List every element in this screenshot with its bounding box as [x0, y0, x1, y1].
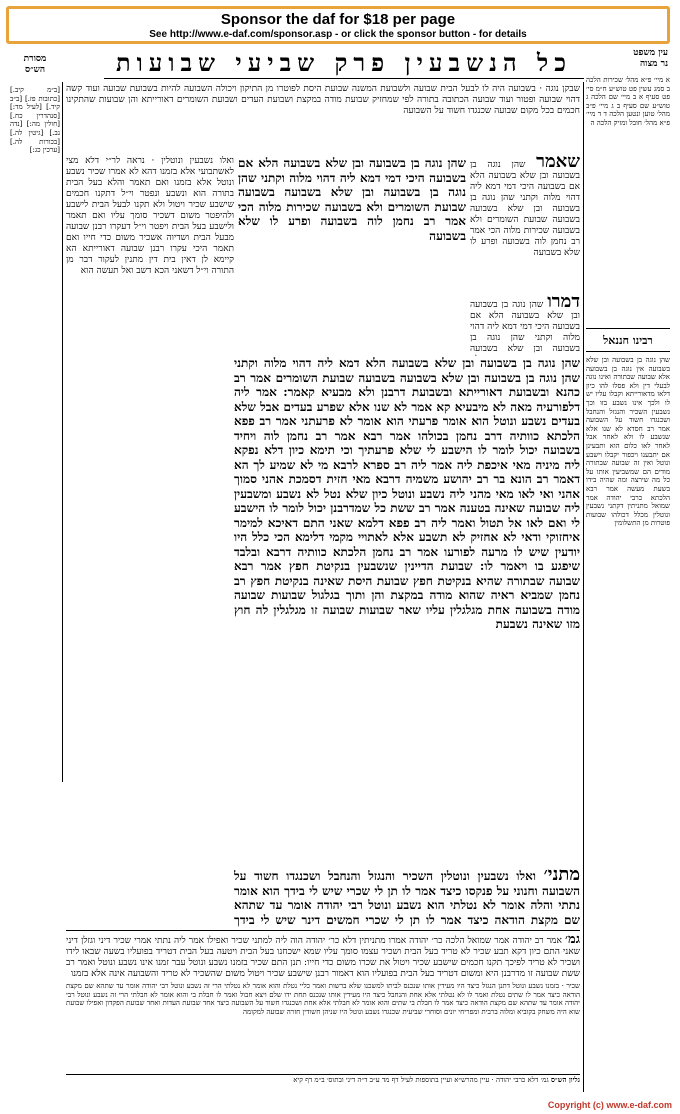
rabbeinu-chananel-label: רבינו חננאל: [603, 334, 653, 347]
divider: [586, 328, 670, 329]
rabbeinu-chananel-column: שהן נוגה בן בשבועה ובן שלא בשבועה אין נוגה בן בשבועה אלא שבועה שבתורה ואינו נוגה לבעלי דין ולא פסלו להו כיון דלאו מדאורייתא וקבלו עליו יש לו ולכך אינו נשבע בזו וכך נשבעין השכיר והנגזל והנחבל ושכנגדו חשוד על השבועה אמר רב חסדא לא שנו אלא שנשבע לו ולא לאחר אבל לאחר לאו כלום הוא ותבעינן אם יתבענו ויכפור יקבלו וישבע ונוטל ואין זה שבועה שבתורה מודים הם שמשביעין אותו על כל מה שירצה ומה שהיה בידו בשעת מעשה אמר רבא הלכתא כרבי יהודה אמר שמואל מתניתין דקתני נשבעין ונוטלין מכלל דכולהו שבועות פוטרות מן התשלומין: [586, 356, 670, 528]
sponsor-title[interactable]: Sponsor the daf for $18 per page: [220, 11, 456, 28]
mesoret-column: [ב״מ קיב.] [כתובות פז.] [ב״ב קיד.] [לעיל מד:] [סנהדרין כח.] [חולין מה:] [נדה נב.] [גיטין לה.] [בכורות לה.] [ערכין כג:]: [10, 86, 60, 155]
page-headline: כל הנשבעין פרק שביעי שבועות: [104, 48, 584, 79]
mishna-lead-word: מתני׳: [543, 868, 580, 885]
gemara-lead-word: גמ׳: [565, 934, 580, 947]
divider: [586, 351, 670, 352]
ein-mishpat-column: א מיי׳ פ״א מהל׳ שכירות הלכה ב סמג עשין פט טוש״ע ח״מ סי׳ פט סעיף א ב מיי׳ שם הלכה ג טוש״ע שם סעיף ב ג מיי׳ פ״ב מהל׳ טוען ונטען הלכה ד ד מיי׳ פ״א מהל׳ חובל ומזיק הלכה ה: [586, 76, 670, 127]
gemara-top-block: שהן נוגה בן בשבועה ובן שלא בשבועה הלא אם בשבועה היכי דמי דמא ליה דהוי מלוה וקתני שהן נוגה בן בשבועה ובן שלא בשבועה בשבועה שבועת השומרים ולא בשבועה שכירות מלוה הכי אמר רב נחמן לוה בשבועה ופרע לו שלא בשבועה: [238, 156, 466, 243]
mesoret-label: מסורת הש״ס: [23, 54, 47, 75]
gilyon-block: [66, 1076, 580, 1090]
marah-block: [470, 296, 580, 356]
rashi-right-column: [470, 156, 580, 296]
tosafot-left-column: ואלו נשבעין ונוטלין · נראה לר״י דלא מצי לאשתבועי אלא בזמנו דהא לא אמרו שכיר נשבע ונוטל אלא בזמנו ואם תאמר והלא בעל הבית בתורה הוא ונשבע ונפטר וי״ל דתקנו חכמים שישבע שכיר ויטול ולא תקנו לבעל הבית לישבע ולהיפטר משום דשכיר סומך עליו ואם תאמר ולישבע בעל הבית ויפטר וי״ל דעקרו רבנן שבועה מבעל הבית ושדיוה אשכיר משום כדי חייו ואם תאמר היכי עקרו רבנן שבועה דאורייתא הא קיימא לן דאין בית דין מתנין לעקור דבר מן התורה וי״ל דשאני הכא דשב ואל תעשה הוא: [66, 156, 234, 276]
gemara-main-block: שהן נוגה בן בשבועה ובן שלא בשבועה הלא דמא ליה דהוי מלוה וקתני שהן נוגה בן בשבועה ובן שלא בשבועה בשבועה שבועת השומרים אמר רב כהנא ובשבועת דאורייתא ובשבועת דרבנן ולא מבעיא קאמר: אמר ליה דלפורעיה מאה לא מיבעיא קא אמר לא שנו אלא שפרע בעדים אבל שלא בעדים נשבע ונוטל הוא אומר פרעתי הוא אומר לא פרעתני אמר רב פפא הלכתא כוותיה דרב נחמן בכולהו אמר רבא אמר רב נחמן לוה ויחיד בשבועה יכול לומר לו הישבע לי שלא פרעתיך וכי תימא כיון דלא נפקא ליה מיניה מאי איכפת ליה אמר ליה רב ספרא לרבא מי לא שמיע לך הא דאמר רב הונא בר רב יהושע משמיה דרבא מאי חזית דסמכת אהני סמוך אהני ואי לאו מאי מהני ליה נשבע ונוטל כיון שלא נטל לא נשבע ומשבעין ליה שבועה שאינה בטענה אמר רב ששת כל שמדרבנן יכול לומר לו הישבע לי ואם לאו אל תטול ואמר ליה רב פפא דלמא שאני התם דאיכא למימר איחזוקי ודאי לא אחזיק לא תשבע אלא לאתויי מקמי דלימא הכי כלל היו יודעין שיש לו מרעה לפורעו אמר רב נחמן הלכתא כוותיה דרבא ובלבד שיפגע בו ויאמר לו: שבועת הדיינין שנשבעין בנקיטת חפץ אמר רבא שבועה שבתורה שהיא בנקיטת חפץ שבועת היסת שאינה בנקיטת חפץ רב נחמן שמביא ראיה שהוא מודה במקצת והן ותוך בגלגול שבועות שבועה מודה בשבועה אחת מגלגלין עליו שאר שבועות שבועה זו מגלגלין לה חוץ מזו שאינה נשבעת: [234, 356, 580, 631]
mishna-text: ואלו נשבעין ונוטלין השכיר והנגזל והנחבל ושכנגדו חשוד על השבועה וחנוני על פנקסו כיצד אמר לו תן לי שכרי שיש לי בידך הוא אומר נתתי והלה אומר לא נטלתי הוא נשבע ונוטל רבי יהודה אומר עד שתהא שם מקצת הודאה כיצד אמר לו תן לי שכרי חמשים דינר שיש לי בידך: [234, 869, 580, 927]
divider: [583, 82, 584, 1092]
gilyon-label: גליון הש״ס: [550, 1076, 580, 1084]
shaar-lead-word: שאמר: [536, 156, 580, 172]
sponsor-banner[interactable]: [6, 6, 670, 44]
marah-text: שהן נוגה בן בשבועה ובן שלא בשבועה הלא אם בשבועה היכי דמי דמא ליה דהוי מלוה וקתני שהן נוגה בן בשבועה ובן שלא בשבועה: [470, 300, 580, 354]
divider: [66, 930, 580, 931]
rashi-right-text: שהן נוגה בן בשבועה ובן שלא בשבועה הלא אם בשבועה היכי דמי דמא ליה דהוי מלוה וקתני שהן נוגה בן בשבועה ובן שלא בשבועה בשבועה שבועת השומרים ולא בשבועה שכירות מלוה הכי אמר רב נחמן לוה בשבועה ופרע לו שלא בשבועה: [470, 160, 580, 258]
divider: [66, 1074, 580, 1075]
rashi-top-block: שבקן נוגה · בשבועה היה לו לבעל הבית שבועה ולשבועת המשנה שבועת היסת לפוטרו מן התיקון ויכולה השבועה להיות בשבועת שבועה ועוד קשה דהוי שבועה ופטור ועוד שבועה הכתובה בתורה לפי שמחזיק שבועת מודה במקצת ושבועת העדים ושבועת השומרים דאורייתא והן שבועות שהתקינו חכמים בכל מקום שבועה שכנגדו חשוד על השבועה: [66, 84, 580, 116]
talmud-page: [8, 46, 672, 1096]
rashi-bottom-block: שכיר · בזמנו נשבע ונוטל דתנן הנגזל כיצד היו מעידין אותו שנכנס לביתו למשכנו שלא ברשות ואמר כליי נטלת והוא אומר לא נטלתי הרי זה נשבע ונוטל רבי יהודה אומר עד שתהא שם מקצת הודאה כיצד אמר לו שתים נטלת ואמר לו לא נטלתי אלא אחת והנחבל כיצד היו מעידין אותו שנכנס תחת ידו שלם ויצא חבול ואמר לו חבלת בי והוא אומר לא חבלתי הרי זה נשבע ונוטל רבי יהודה אומר עד שתהא שם מקצת הודאה כיצד אמר לו חבלת בי שתים והוא אומר לא חבלתי אלא אחת ושכנגדו חשוד על השבועה כיצד אחד שבועת העדות ואחד שבועת הפקדון ואפילו שבועת שוא היה משחק בקוביא ומלוה ברבית ומפריחי יונים וסוחרי שביעית שכנגדו נשבע ונוטל היו שניהן חשודין חזרה שבועה למקומה: [66, 982, 580, 1016]
gemara-bottom-block: [66, 934, 580, 980]
marah-lead-word: דמרו: [547, 296, 580, 312]
ein-mishpat-label: עין משפט נר מצוה: [633, 48, 668, 69]
sponsor-subtitle[interactable]: See http://www.e-daf.com/sponsor.asp - or click the sponsor button - for details: [149, 29, 527, 40]
divider: [62, 82, 63, 782]
copyright-notice[interactable]: Copyright (c) www.e-daf.com: [547, 1100, 672, 1110]
gilyon-text: גמ׳ דלא כרבי יהודה · עיין מהרש״א ועיין בתוספות לעיל דף מד ע״ב ד״ה דיני ובתוס׳ ב״מ דף קיא: [293, 1076, 549, 1084]
gemara-bottom-text: אמר רב יהודה אמר שמואל הלכה כר׳ יהודה אמרו מתניתין דלא כר׳ יהודה הוה ליה למתני שכיר ואפילו אמר ליה נתתי אמרי שכיר דיני וגזלן דיני שאני התם כיון דקא תבע שכיר לא טריד בעל הבית ושכיר עצמו סומך עליו שמא ישכחנו בעל הבית ויטעה בעל הבית דטריד בפועליו בשעה שבאו לידו ושכיר לא טריד לפיכך תקנו חכמים שישבע שכיר ויטול את שכרו משום כדי חייו: תנן התם שכיר בזמנו נשבע ונוטל עבר זמנו אינו נשבע ונוטל ואמר רב ששת שבועה זו מדרבנן היא ומשום דטריד בעל הבית בפועליו הוא דאמור רבנן שישבע שכיר ויטול משום שהשכיר לא טריד והשבועה אינה אלא בזמנו: [66, 936, 580, 979]
mishna-block: [234, 868, 580, 928]
